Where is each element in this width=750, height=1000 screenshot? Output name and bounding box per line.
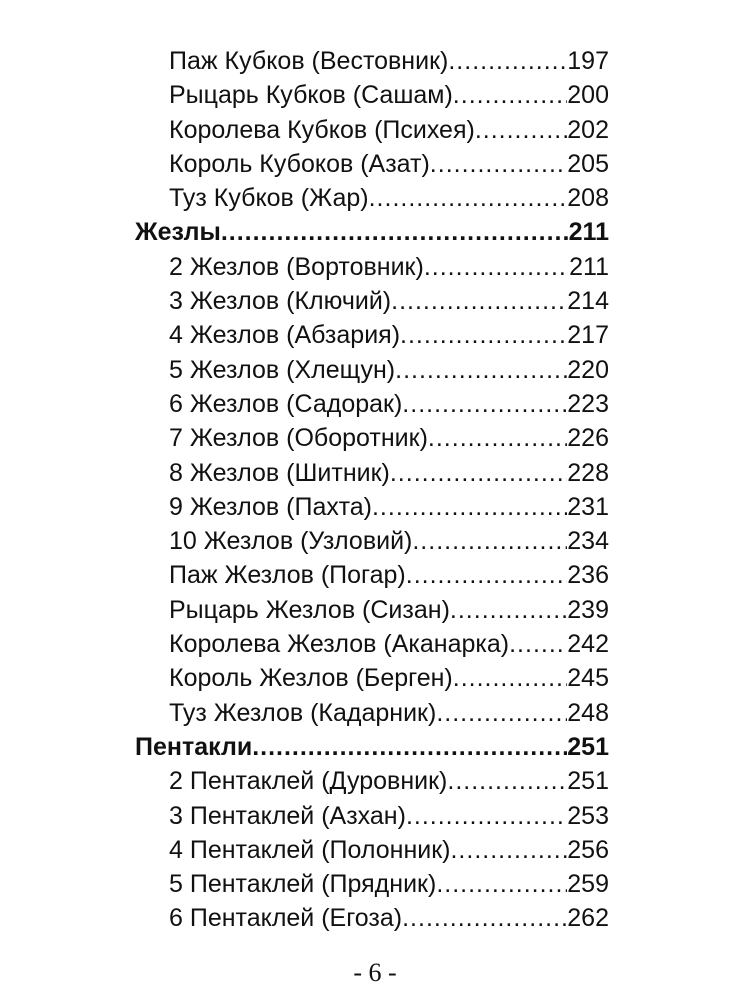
- toc-entry-title: Король Жезлов (Берген): [169, 664, 453, 693]
- toc-entry-title: 3 Жезлов (Ключий): [169, 287, 392, 316]
- toc-entry: [135, 799, 609, 833]
- toc-dot-leader: [390, 456, 567, 490]
- toc-entry-title: 2 Пентаклей (Дуровник): [169, 767, 448, 796]
- toc-entry: [135, 833, 609, 867]
- toc-dot-leader: [428, 421, 567, 455]
- toc-entry-page: 231: [567, 492, 609, 521]
- toc-entry-page: 234: [567, 527, 609, 556]
- toc-entry-page: 200: [567, 81, 609, 110]
- toc-entry: [135, 661, 609, 695]
- toc-entry: [135, 113, 609, 147]
- toc-entry: [135, 284, 609, 318]
- toc-entry-title: 6 Пентаклей (Егоза): [169, 904, 403, 933]
- toc-dot-leader: [453, 78, 567, 112]
- toc-entry-title: 4 Жезлов (Абзария): [169, 321, 401, 350]
- toc-entry: [135, 44, 609, 78]
- toc-entry-page: 208: [567, 184, 609, 213]
- toc-dot-leader: [509, 627, 567, 661]
- toc-entry-page: 226: [567, 424, 609, 453]
- toc-entry-page: 223: [567, 389, 609, 418]
- toc-entry-title: Рыцарь Кубков (Сашам): [169, 81, 453, 110]
- toc-entry: [135, 215, 609, 249]
- toc-entry-page: 211: [568, 218, 609, 247]
- toc-dot-leader: [372, 490, 567, 524]
- toc-entry-title: 9 Жезлов (Пахта): [169, 492, 372, 521]
- toc-entry-page: 256: [567, 835, 609, 864]
- toc-entry-title: Туз Жезлов (Кадарник): [169, 698, 437, 727]
- toc-entry: [135, 181, 609, 215]
- toc-entry: [135, 250, 609, 284]
- toc-entry-page: 248: [567, 698, 609, 727]
- toc-entry: [135, 387, 609, 421]
- toc-dot-leader: [436, 696, 567, 730]
- toc-entry-title: 5 Пентаклей (Прядник): [169, 870, 437, 899]
- toc-entry: [135, 627, 609, 661]
- toc-dot-leader: [475, 113, 567, 147]
- toc-entry: [135, 593, 609, 627]
- page-number: - 6 -: [353, 958, 397, 987]
- toc-entry-page: 253: [567, 801, 609, 830]
- toc-entry-page: 239: [567, 595, 609, 624]
- toc-dot-leader: [430, 147, 567, 181]
- toc-entry: [135, 147, 609, 181]
- toc-entry-title: Король Кубоков (Азат): [169, 149, 430, 178]
- toc-dot-leader: [406, 558, 568, 592]
- toc-dot-leader: [221, 215, 569, 249]
- toc-entry: [135, 558, 609, 592]
- toc-dot-leader: [395, 353, 567, 387]
- toc-entry-title: 6 Жезлов (Садорак): [169, 389, 403, 418]
- table-of-contents: [135, 44, 609, 936]
- toc-entry-page: 217: [567, 321, 609, 350]
- toc-dot-leader: [447, 764, 567, 798]
- toc-entry-page: 242: [567, 630, 609, 659]
- toc-entry: [135, 353, 609, 387]
- toc-entry: [135, 421, 609, 455]
- toc-entry: [135, 696, 609, 730]
- toc-entry-title: Паж Кубков (Вестовник): [169, 47, 449, 75]
- toc-entry-title: Рыцарь Жезлов (Сизан): [169, 595, 450, 624]
- toc-entry-page: 251: [567, 767, 609, 796]
- toc-dot-leader: [450, 833, 567, 867]
- toc-entry-page: 259: [567, 870, 609, 899]
- toc-entry: [135, 456, 609, 490]
- toc-dot-leader: [424, 250, 569, 284]
- toc-entry-page: 228: [567, 458, 609, 487]
- toc-dot-leader: [402, 387, 567, 421]
- toc-entry-page: 262: [567, 904, 609, 933]
- toc-entry-title: Паж Жезлов (Погар): [169, 561, 406, 590]
- toc-entry-title: 8 Жезлов (Шитник): [169, 458, 390, 487]
- toc-entry-page: 197: [567, 47, 609, 75]
- toc-entry: [135, 730, 609, 764]
- toc-entry-page: 214: [567, 287, 609, 316]
- toc-entry-title: 4 Пентаклей (Полонник): [169, 835, 451, 864]
- toc-entry-page: 220: [567, 355, 609, 384]
- toc-entry: [135, 78, 609, 112]
- toc-dot-leader: [450, 593, 567, 627]
- toc-entry-title: Пентакли: [135, 732, 253, 761]
- toc-entry: [135, 764, 609, 798]
- toc-entry-page: 211: [569, 252, 609, 281]
- toc-entry-page: 202: [567, 115, 609, 144]
- toc-entry: [135, 524, 609, 558]
- toc-entry-title: 7 Жезлов (Оборотник): [169, 424, 428, 453]
- toc-entry-page: 205: [567, 149, 609, 178]
- toc-dot-leader: [448, 44, 567, 78]
- toc-dot-leader: [402, 901, 567, 935]
- toc-entry: [135, 490, 609, 524]
- toc-entry-title: Жезлы: [135, 218, 221, 247]
- toc-dot-leader: [453, 661, 568, 695]
- toc-entry-title: 2 Жезлов (Вортовник): [169, 252, 424, 281]
- toc-entry-page: 245: [567, 664, 609, 693]
- toc-entry-title: 3 Пентаклей (Азхан): [169, 801, 406, 830]
- toc-entry-page: 251: [567, 732, 609, 761]
- toc-dot-leader: [369, 181, 568, 215]
- toc-dot-leader: [406, 799, 567, 833]
- toc-dot-leader: [436, 867, 567, 901]
- toc-entry: [135, 867, 609, 901]
- toc-dot-leader: [252, 730, 567, 764]
- toc-entry-page: 236: [567, 561, 609, 590]
- toc-dot-leader: [400, 318, 567, 352]
- toc-dot-leader: [412, 524, 567, 558]
- toc-entry-title: Королева Кубков (Психея): [169, 115, 475, 144]
- toc-entry-title: Королева Жезлов (Аканарка): [169, 630, 510, 659]
- toc-entry-title: 10 Жезлов (Узловий): [169, 527, 413, 556]
- toc-entry-title: 5 Жезлов (Хлещун): [169, 355, 396, 384]
- toc-entry: [135, 901, 609, 935]
- toc-dot-leader: [391, 284, 567, 318]
- toc-entry-title: Туз Кубков (Жар): [169, 184, 369, 213]
- toc-entry: [135, 318, 609, 352]
